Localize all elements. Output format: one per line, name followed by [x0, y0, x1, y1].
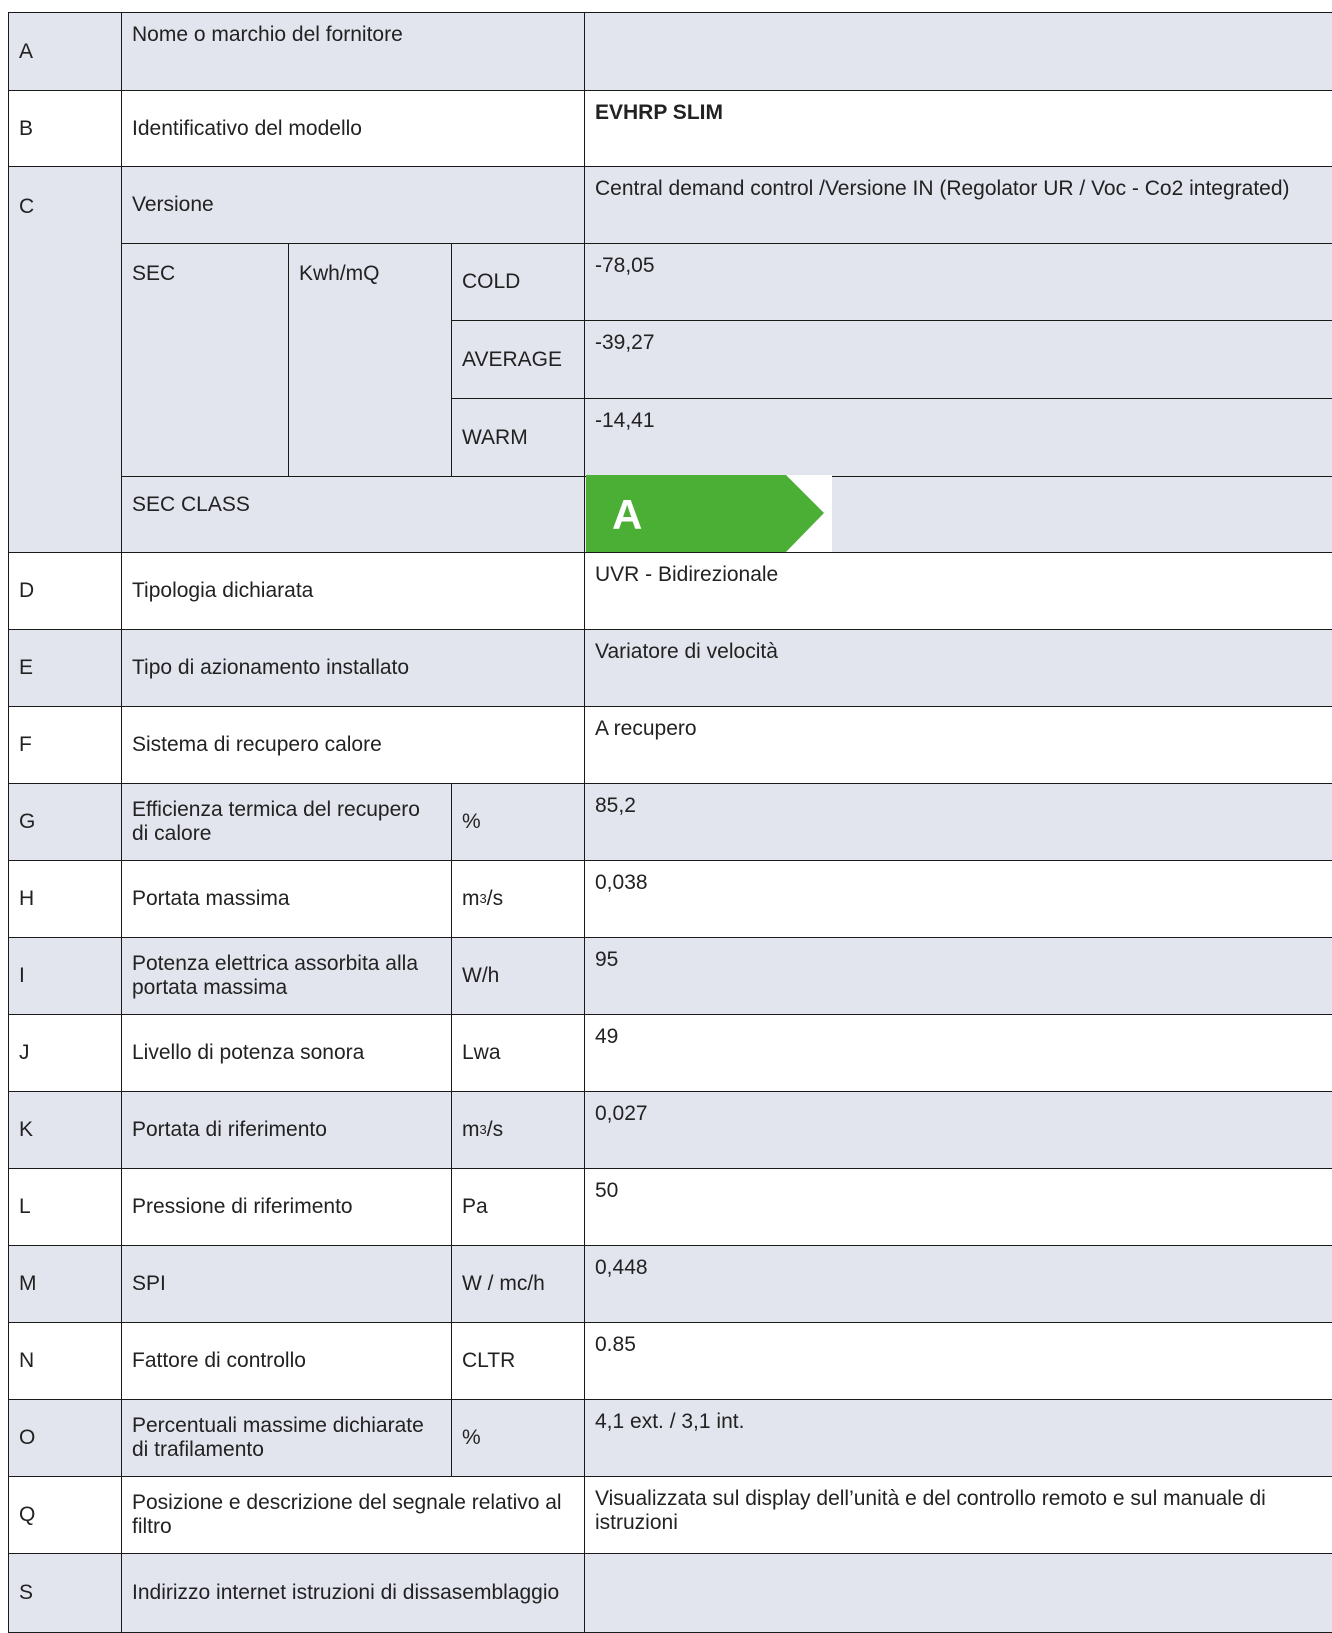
row-i-unit: W/h	[451, 937, 585, 1015]
row-h-label: Portata massima	[121, 860, 452, 938]
row-s-value	[584, 1553, 1332, 1633]
row-a-letter: A	[8, 12, 122, 91]
row-d-letter: D	[8, 552, 122, 630]
row-o-label: Percentuali massime dichiarate di trafilamento	[121, 1399, 452, 1477]
row-h-value: 0,038	[584, 860, 1332, 938]
row-f-letter: F	[8, 706, 122, 784]
row-k-label: Portata di riferimento	[121, 1091, 452, 1169]
row-j-label: Livello di potenza sonora	[121, 1014, 452, 1092]
row-m-value: 0,448	[584, 1245, 1332, 1323]
row-c-value: Central demand control /Versione IN (Regolator UR / Voc - Co2 integrated)	[584, 166, 1332, 244]
row-h-unit-base: m	[462, 887, 480, 910]
sec-label: SEC	[121, 243, 289, 477]
row-i-letter: I	[8, 937, 122, 1015]
row-j-value: 49	[584, 1014, 1332, 1092]
sec-warm-value: -14,41	[584, 398, 1332, 477]
row-f-value: A recupero	[584, 706, 1332, 784]
sec-average-value: -39,27	[584, 320, 1332, 399]
sec-class-letter: A	[612, 491, 643, 538]
row-d-value: UVR - Bidirezionale	[584, 552, 1332, 630]
row-n-label: Fattore di controllo	[121, 1322, 452, 1400]
row-g-unit: %	[451, 783, 585, 861]
row-h-unit: m 3 /s	[451, 860, 585, 938]
sec-class-label: SEC CLASS	[121, 476, 585, 553]
row-n-letter: N	[8, 1322, 122, 1400]
row-s-label: Indirizzo internet istruzioni di dissasemblaggio	[121, 1553, 585, 1633]
row-a-label: Nome o marchio del fornitore	[121, 12, 585, 91]
row-e-letter: E	[8, 629, 122, 707]
row-k-value: 0,027	[584, 1091, 1332, 1169]
sec-average-label: AVERAGE	[451, 320, 585, 399]
row-s-letter: S	[8, 1553, 122, 1633]
row-j-unit: Lwa	[451, 1014, 585, 1092]
row-k-unit-rest: /s	[486, 1118, 504, 1141]
row-q-value: Visualizzata sul display dell’unità e del controllo remoto e sul manuale di istruzioni	[584, 1476, 1332, 1554]
row-q-letter: Q	[8, 1476, 122, 1554]
row-o-value: 4,1 ext. / 3,1 int.	[584, 1399, 1332, 1477]
row-b-letter: B	[8, 90, 122, 167]
row-a-value	[584, 12, 1332, 91]
row-i-label: Potenza elettrica assorbita alla portata massima	[121, 937, 452, 1015]
sec-cold-value: -78,05	[584, 243, 1332, 321]
row-h-letter: H	[8, 860, 122, 938]
row-o-letter: O	[8, 1399, 122, 1477]
row-k-letter: K	[8, 1091, 122, 1169]
row-g-label: Efficienza termica del recupero di calore	[121, 783, 452, 861]
row-l-letter: L	[8, 1168, 122, 1246]
sec-class-arrow-badge	[586, 475, 832, 552]
row-c-letter: C	[8, 166, 122, 553]
row-g-value: 85,2	[584, 783, 1332, 861]
sec-warm-label: WARM	[451, 398, 585, 477]
row-m-label: SPI	[121, 1245, 452, 1323]
row-d-label: Tipologia dichiarata	[121, 552, 585, 630]
row-e-label: Tipo di azionamento installato	[121, 629, 585, 707]
row-b-label: Identificativo del modello	[121, 90, 585, 167]
row-o-unit: %	[451, 1399, 585, 1477]
row-l-label: Pressione di riferimento	[121, 1168, 452, 1246]
row-q-label: Posizione e descrizione del segnale relativo al filtro	[121, 1476, 585, 1554]
row-m-letter: M	[8, 1245, 122, 1323]
row-m-unit: W / mc/h	[451, 1245, 585, 1323]
row-f-label: Sistema di recupero calore	[121, 706, 585, 784]
row-e-value: Variatore di velocità	[584, 629, 1332, 707]
row-k-unit: m 3 /s	[451, 1091, 585, 1169]
row-c-label: Versione	[121, 166, 585, 244]
row-l-unit: Pa	[451, 1168, 585, 1246]
row-g-letter: G	[8, 783, 122, 861]
sec-cold-label: COLD	[451, 243, 585, 321]
sec-unit: Kwh/mQ	[288, 243, 452, 477]
row-l-value: 50	[584, 1168, 1332, 1246]
row-n-value: 0.85	[584, 1322, 1332, 1400]
row-n-unit: CLTR	[451, 1322, 585, 1400]
row-h-unit-rest: /s	[486, 887, 504, 910]
row-b-value: EVHRP SLIM	[584, 90, 1332, 167]
row-k-unit-base: m	[462, 1118, 480, 1141]
row-j-letter: J	[8, 1014, 122, 1092]
row-i-value: 95	[584, 937, 1332, 1015]
